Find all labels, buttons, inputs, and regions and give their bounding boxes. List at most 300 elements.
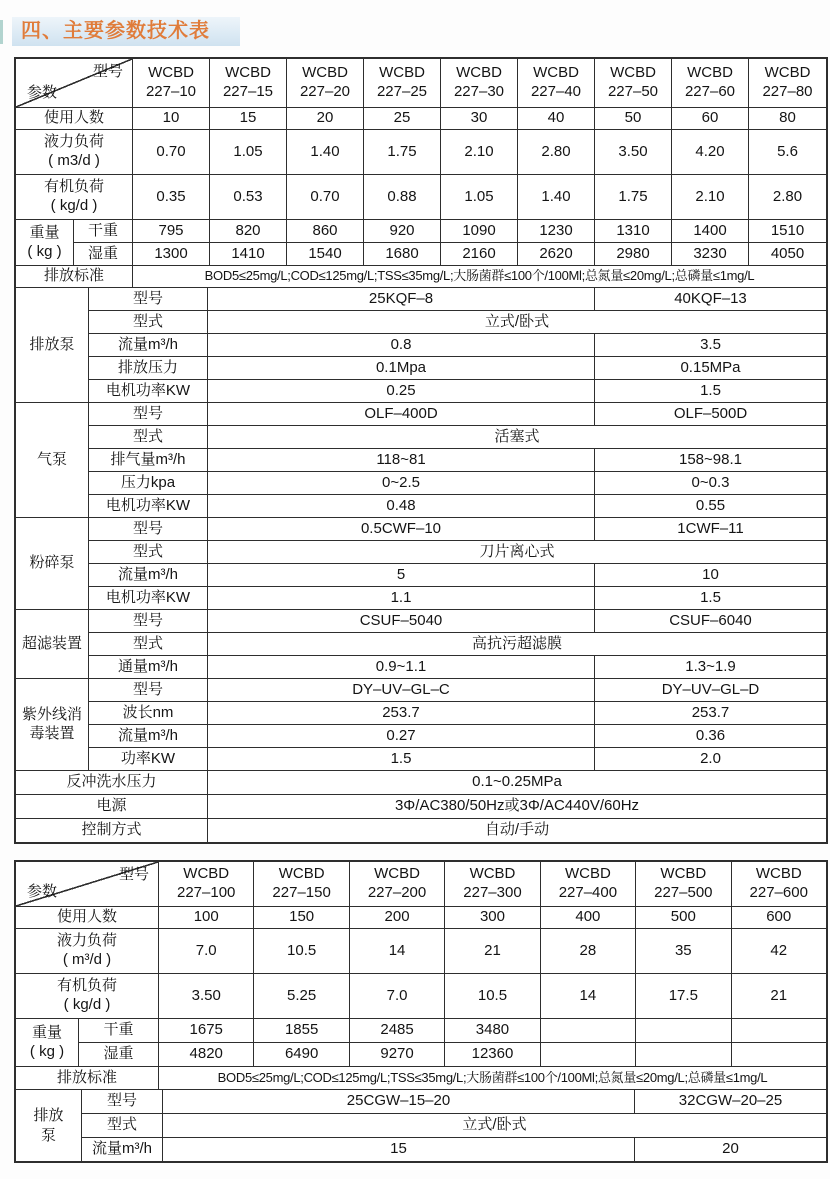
row-label-standard: 排放标准 bbox=[16, 1067, 159, 1089]
value-cell: 1.75 bbox=[364, 130, 441, 174]
value-cell: 1090 bbox=[441, 220, 518, 242]
standard-value: BOD5≤25mg/L;COD≤125mg/L;TSS≤35mg/L;大肠菌群≤100个/100Ml;总氮量≤20mg/L;总磷量≤1mg/L bbox=[204, 268, 755, 284]
section-uv-disinfection bbox=[16, 678, 826, 770]
value-span: 自动/手动 bbox=[484, 821, 550, 839]
section-label bbox=[16, 679, 89, 770]
model-number: 227–600 bbox=[749, 884, 808, 901]
model-series: WCBD bbox=[302, 64, 348, 82]
section-label bbox=[16, 288, 89, 402]
value-cell: 0.35 bbox=[133, 175, 210, 219]
model-number: 227–15 bbox=[222, 83, 274, 100]
value-cell: 0.53 bbox=[210, 175, 287, 219]
section-row bbox=[89, 471, 826, 494]
value-cell: 2.10 bbox=[672, 175, 749, 219]
sub-label: 电机功率KW bbox=[89, 380, 208, 402]
spec-table-1 bbox=[14, 57, 828, 844]
row-users bbox=[16, 107, 826, 129]
sub-label: 型号 bbox=[89, 403, 208, 425]
label-unit: ( m³/d ) bbox=[62, 951, 112, 968]
section-row bbox=[89, 288, 826, 310]
sub-label: 电机功率KW bbox=[89, 587, 208, 609]
value-cell: 1.40 bbox=[518, 175, 595, 219]
value-cell: 2980 bbox=[595, 243, 672, 265]
section-row bbox=[82, 1113, 826, 1137]
value-cell: 7.0 bbox=[350, 974, 445, 1018]
value-b: DY–UV–GL–D bbox=[661, 680, 760, 698]
section-row bbox=[89, 356, 826, 379]
model-number: 227–10 bbox=[145, 83, 197, 100]
section-row bbox=[89, 310, 826, 333]
row-label-backwash: 反冲洗水压力 bbox=[16, 771, 208, 794]
value-b: 3.5 bbox=[700, 335, 721, 353]
value-cell: 500 bbox=[636, 907, 731, 928]
row-dry-weight bbox=[74, 220, 826, 242]
row-organic-load bbox=[16, 174, 826, 219]
model-number: 227–500 bbox=[654, 884, 713, 901]
model-series: WCBD bbox=[660, 865, 707, 883]
sub-label: 型式 bbox=[82, 1114, 163, 1137]
model-series: WCBD bbox=[148, 64, 194, 82]
row-label-users: 使用人数 bbox=[16, 907, 159, 928]
value-cell: 3.50 bbox=[595, 130, 672, 174]
model-header bbox=[254, 862, 349, 906]
value-cell: 795 bbox=[133, 220, 210, 242]
value-cell: 400 bbox=[541, 907, 636, 928]
section-label bbox=[16, 610, 89, 678]
label-unit: ( kg ) bbox=[27, 242, 62, 260]
row-power-supply bbox=[16, 794, 826, 818]
value-cell: 1510 bbox=[770, 221, 805, 239]
row-hydraulic-load bbox=[16, 928, 826, 973]
value-a: 0.25 bbox=[208, 380, 595, 402]
section-row bbox=[89, 655, 826, 678]
value-cell: 3480 bbox=[445, 1019, 540, 1042]
label-line: 液力负荷 bbox=[43, 133, 104, 151]
value-span: 立式/卧式 bbox=[484, 312, 550, 330]
section-row bbox=[89, 747, 826, 770]
label-line: 液力负荷 bbox=[56, 932, 117, 950]
model-number: 227–200 bbox=[367, 884, 427, 901]
value-cell bbox=[636, 1019, 731, 1042]
value-a: CSUF–5040 bbox=[208, 610, 595, 632]
row-label-standard: 排放标准 bbox=[16, 266, 133, 287]
row-dry-weight bbox=[79, 1019, 826, 1042]
section-discharge-pump bbox=[16, 1089, 826, 1161]
value-cell: 25 bbox=[364, 108, 441, 129]
value-cell: 20 bbox=[287, 108, 364, 129]
model-series: WCBD bbox=[764, 64, 811, 82]
corner-model-label: 型号 bbox=[92, 63, 123, 80]
sub-label: 流量m³/h bbox=[82, 1138, 163, 1161]
value-cell: 21 bbox=[770, 986, 788, 1004]
value-cell: 14 bbox=[350, 929, 445, 973]
model-series: WCBD bbox=[374, 865, 420, 883]
corner-cell bbox=[16, 59, 133, 107]
sub-label: 流量m³/h bbox=[89, 564, 208, 586]
model-series: WCBD bbox=[564, 865, 611, 883]
value-b: 0.55 bbox=[695, 496, 726, 514]
model-header bbox=[595, 59, 672, 107]
value-a: 25CGW–15–20 bbox=[163, 1090, 635, 1113]
value-cell: 1.75 bbox=[595, 175, 672, 219]
section-row bbox=[89, 425, 826, 448]
value-b: 0.36 bbox=[695, 726, 726, 744]
value-cell: 15 bbox=[210, 108, 287, 129]
standard-value: BOD5≤25mg/L;COD≤125mg/L;TSS≤35mg/L;大肠菌群≤100个/100Ml;总氮量≤20mg/L;总磷量≤1mg/L bbox=[217, 1069, 768, 1085]
value-span: 刀片离心式 bbox=[479, 542, 555, 560]
value-cell: 7.0 bbox=[159, 929, 254, 973]
row-label-wet: 湿重 bbox=[79, 1043, 159, 1066]
value-cell: 860 bbox=[287, 220, 364, 242]
value-a: 0.27 bbox=[208, 725, 595, 747]
sub-label: 型式 bbox=[89, 426, 208, 448]
section-row bbox=[89, 403, 826, 425]
model-header bbox=[445, 862, 540, 906]
value-cell: 0.70 bbox=[287, 175, 364, 219]
value-b: 1.5 bbox=[700, 381, 721, 399]
model-series: WCBD bbox=[610, 64, 656, 82]
row-label-hydraulic bbox=[16, 130, 133, 174]
value-cell bbox=[732, 1043, 826, 1066]
value-cell: 2.80 bbox=[772, 187, 803, 205]
spec-table-2 bbox=[14, 860, 828, 1163]
value-cell: 42 bbox=[770, 941, 788, 959]
model-header bbox=[672, 59, 749, 107]
value-cell: 2160 bbox=[441, 243, 518, 265]
label-unit: ( m3/d ) bbox=[48, 152, 100, 169]
label-unit: ( kg/d ) bbox=[63, 996, 111, 1013]
section-row bbox=[89, 586, 826, 609]
row-label-weight bbox=[16, 1019, 79, 1066]
section-label-text: 超滤装置 bbox=[21, 634, 82, 652]
model-header bbox=[287, 59, 364, 107]
model-header bbox=[636, 862, 731, 906]
value-b: 10 bbox=[702, 565, 719, 583]
model-header bbox=[210, 59, 287, 107]
row-weight bbox=[16, 219, 826, 265]
value-cell: 30 bbox=[441, 108, 518, 129]
model-header bbox=[133, 59, 210, 107]
label-line: 重量 bbox=[31, 1023, 62, 1041]
value-cell: 1.05 bbox=[210, 130, 287, 174]
model-series: WCBD bbox=[533, 64, 579, 82]
value-cell: 1300 bbox=[133, 243, 210, 265]
row-label-weight bbox=[16, 220, 74, 265]
sub-label: 型号 bbox=[89, 288, 208, 310]
model-number: 227–100 bbox=[177, 884, 236, 901]
model-number: 227–25 bbox=[376, 83, 428, 100]
sub-label: 型号 bbox=[89, 679, 208, 701]
model-header bbox=[518, 59, 595, 107]
value-cell: 0.88 bbox=[364, 175, 441, 219]
value-cell: 1680 bbox=[364, 243, 441, 265]
model-header bbox=[732, 862, 826, 906]
corner-param-label: 参数 bbox=[27, 84, 58, 102]
value-span: 高抗污超滤膜 bbox=[471, 634, 562, 652]
value-a: OLF–400D bbox=[208, 403, 595, 425]
value-cell: 10 bbox=[133, 108, 210, 129]
row-label-dry: 干重 bbox=[74, 220, 133, 242]
value-cell: 100 bbox=[159, 907, 254, 928]
value-a: 1.1 bbox=[208, 587, 595, 609]
value-cell: 6490 bbox=[254, 1043, 349, 1066]
table-header-row bbox=[16, 862, 826, 906]
row-users bbox=[16, 906, 826, 928]
value-cell: 2.80 bbox=[518, 130, 595, 174]
value-cell: 300 bbox=[445, 907, 540, 928]
value-span: 0.1~0.25MPa bbox=[472, 773, 562, 791]
value-cell: 0.70 bbox=[133, 130, 210, 174]
model-series: WCBD bbox=[456, 64, 502, 82]
value-b: 1CWF–11 bbox=[677, 519, 744, 537]
value-cell: 14 bbox=[541, 974, 636, 1018]
model-series: WCBD bbox=[379, 64, 425, 82]
value-a: 5 bbox=[208, 564, 595, 586]
model-header bbox=[441, 59, 518, 107]
model-number: 227–20 bbox=[299, 83, 351, 100]
row-discharge-standard bbox=[16, 265, 826, 287]
label-unit: ( kg ) bbox=[29, 1042, 65, 1060]
value-cell: 17.5 bbox=[636, 974, 731, 1018]
sub-label: 压力kpa bbox=[89, 472, 208, 494]
value-a: DY–UV–GL–C bbox=[208, 679, 595, 701]
sub-label: 型式 bbox=[89, 633, 208, 655]
value-cell: 2485 bbox=[350, 1019, 445, 1042]
section-row bbox=[82, 1090, 826, 1113]
value-span: 3Φ/AC380/50Hz或3Φ/AC440V/60Hz bbox=[394, 797, 640, 815]
sub-label: 功率KW bbox=[89, 748, 208, 770]
model-number: 227–30 bbox=[453, 83, 505, 100]
value-cell: 600 bbox=[766, 908, 792, 926]
row-discharge-standard bbox=[16, 1066, 826, 1089]
sub-label: 流量m³/h bbox=[89, 725, 208, 747]
row-control-mode bbox=[16, 818, 826, 842]
value-a: 0.8 bbox=[208, 334, 595, 356]
section-label bbox=[16, 1090, 82, 1161]
value-b: 40KQF–13 bbox=[674, 289, 747, 307]
value-cell: 28 bbox=[541, 929, 636, 973]
value-cell: 5.25 bbox=[254, 974, 349, 1018]
model-series: WCBD bbox=[687, 64, 733, 82]
value-cell: 4050 bbox=[770, 244, 805, 262]
sub-label: 型号 bbox=[89, 518, 208, 540]
value-cell: 5.6 bbox=[777, 142, 798, 160]
row-wet-weight bbox=[74, 242, 826, 265]
row-label-users: 使用人数 bbox=[16, 108, 133, 129]
value-cell: 10.5 bbox=[445, 974, 540, 1018]
row-label-power: 电源 bbox=[16, 795, 208, 818]
value-cell: 12360 bbox=[445, 1043, 540, 1066]
section-row bbox=[89, 333, 826, 356]
model-number: 227–50 bbox=[607, 83, 659, 100]
value-b: 32CGW–20–25 bbox=[678, 1092, 783, 1110]
model-number: 227–80 bbox=[762, 83, 813, 100]
section-row bbox=[89, 540, 826, 563]
sub-label: 排气量m³/h bbox=[89, 449, 208, 471]
value-cell bbox=[541, 1043, 636, 1066]
section-row bbox=[89, 518, 826, 540]
section-discharge-pump bbox=[16, 287, 826, 402]
row-wet-weight bbox=[79, 1042, 826, 1066]
section-label-text: 排放泵 bbox=[29, 335, 75, 353]
value-cell: 1.05 bbox=[441, 175, 518, 219]
value-cell: 21 bbox=[445, 929, 540, 973]
section-label-text: 紫外线消毒装置 bbox=[21, 705, 82, 742]
sub-label: 流量m³/h bbox=[89, 334, 208, 356]
section-row bbox=[89, 494, 826, 517]
corner-model-label: 型号 bbox=[118, 866, 149, 883]
value-cell: 3230 bbox=[672, 243, 749, 265]
value-cell: 60 bbox=[672, 108, 749, 129]
section-row bbox=[89, 610, 826, 632]
page-edge-mark bbox=[0, 20, 3, 44]
model-number: 227–40 bbox=[530, 83, 582, 100]
label-line: 有机负荷 bbox=[56, 977, 117, 995]
section-row bbox=[82, 1137, 826, 1161]
section-row bbox=[89, 563, 826, 586]
section-row bbox=[89, 679, 826, 701]
value-cell: 200 bbox=[350, 907, 445, 928]
section-label bbox=[16, 518, 89, 609]
value-b: 0.15MPa bbox=[680, 358, 741, 376]
model-series: WCBD bbox=[755, 865, 802, 883]
label-unit: ( kg/d ) bbox=[50, 197, 98, 214]
value-cell bbox=[732, 1019, 826, 1042]
value-cell: 2620 bbox=[518, 243, 595, 265]
row-label-wet: 湿重 bbox=[74, 243, 133, 265]
value-cell: 1410 bbox=[210, 243, 287, 265]
sub-label: 型号 bbox=[89, 610, 208, 632]
model-header bbox=[159, 862, 254, 906]
section-label-text: 粉碎泵 bbox=[29, 554, 75, 572]
value-cell: 3.50 bbox=[159, 974, 254, 1018]
row-backwash-pressure bbox=[16, 770, 826, 794]
table-header-row bbox=[16, 59, 826, 107]
value-b: CSUF–6040 bbox=[669, 611, 752, 629]
label-line: 有机负荷 bbox=[43, 178, 104, 196]
model-number: 227–300 bbox=[463, 884, 522, 901]
value-a: 0.48 bbox=[208, 495, 595, 517]
section-label-text: 气泵 bbox=[36, 450, 67, 468]
row-organic-load bbox=[16, 973, 826, 1018]
value-cell bbox=[541, 1019, 636, 1042]
row-label-organic bbox=[16, 974, 159, 1018]
value-a: 1.5 bbox=[208, 748, 595, 770]
section-air-pump bbox=[16, 402, 826, 517]
model-number: 227–400 bbox=[558, 884, 618, 901]
row-label-dry: 干重 bbox=[79, 1019, 159, 1042]
row-hydraulic-load bbox=[16, 129, 826, 174]
value-cell: 80 bbox=[779, 109, 796, 127]
section-row bbox=[89, 701, 826, 724]
value-a: 253.7 bbox=[208, 702, 595, 724]
value-span: 活塞式 bbox=[494, 427, 540, 445]
sub-label: 通量m³/h bbox=[89, 656, 208, 678]
row-label-hydraulic bbox=[16, 929, 159, 973]
value-b: 0~0.3 bbox=[691, 473, 730, 491]
value-b: 1.5 bbox=[700, 588, 721, 606]
section-row bbox=[89, 448, 826, 471]
model-series: WCBD bbox=[278, 865, 325, 883]
value-a: 0~2.5 bbox=[208, 472, 595, 494]
value-cell bbox=[636, 1043, 731, 1066]
value-cell: 40 bbox=[518, 108, 595, 129]
value-cell: 1675 bbox=[159, 1019, 254, 1042]
sub-label: 型式 bbox=[89, 541, 208, 563]
value-cell: 920 bbox=[364, 220, 441, 242]
value-cell: 1230 bbox=[518, 220, 595, 242]
page-title: 四、主要参数技术表 bbox=[12, 17, 240, 46]
value-b: 1.3~1.9 bbox=[685, 657, 736, 675]
value-cell: 4820 bbox=[159, 1043, 254, 1066]
value-a: 118~81 bbox=[208, 449, 595, 471]
value-cell: 1540 bbox=[287, 243, 364, 265]
model-header bbox=[364, 59, 441, 107]
value-b: 158~98.1 bbox=[679, 450, 742, 468]
section-label bbox=[16, 403, 89, 517]
value-cell: 1310 bbox=[595, 220, 672, 242]
row-label-control: 控制方式 bbox=[16, 819, 208, 842]
sub-label: 波长nm bbox=[89, 702, 208, 724]
corner-param-label: 参数 bbox=[27, 883, 58, 901]
value-cell: 9270 bbox=[350, 1043, 445, 1066]
value-a: 25KQF–8 bbox=[208, 288, 595, 310]
value-span: 立式/卧式 bbox=[462, 1116, 527, 1134]
value-cell: 4.20 bbox=[672, 130, 749, 174]
corner-cell bbox=[16, 862, 159, 906]
value-b: 20 bbox=[722, 1140, 739, 1158]
section-row bbox=[89, 379, 826, 402]
value-a: 0.1Mpa bbox=[208, 357, 595, 379]
model-header bbox=[541, 862, 636, 906]
sub-label: 型式 bbox=[89, 311, 208, 333]
value-cell: 150 bbox=[254, 907, 349, 928]
sub-label: 型号 bbox=[82, 1090, 163, 1113]
value-b: OLF–500D bbox=[673, 404, 748, 422]
model-number: 227–60 bbox=[684, 83, 736, 100]
section-row bbox=[89, 632, 826, 655]
value-cell: 2.10 bbox=[441, 130, 518, 174]
row-label-organic bbox=[16, 175, 133, 219]
value-cell: 1400 bbox=[672, 220, 749, 242]
value-cell: 1.40 bbox=[287, 130, 364, 174]
value-a: 0.5CWF–10 bbox=[208, 518, 595, 540]
model-number: 227–150 bbox=[272, 884, 331, 901]
value-a: 15 bbox=[163, 1138, 635, 1161]
model-series: WCBD bbox=[225, 64, 271, 82]
model-header bbox=[749, 59, 826, 107]
value-cell: 10.5 bbox=[254, 929, 349, 973]
value-cell: 820 bbox=[210, 220, 287, 242]
value-a: 0.9~1.1 bbox=[208, 656, 595, 678]
value-cell: 35 bbox=[636, 929, 731, 973]
label-line: 重量 bbox=[29, 223, 60, 241]
value-b: 2.0 bbox=[700, 749, 721, 767]
model-series: WCBD bbox=[183, 865, 230, 883]
sub-label: 排放压力 bbox=[89, 357, 208, 379]
section-label-text: 排放泵 bbox=[33, 1107, 64, 1144]
value-cell: 1855 bbox=[254, 1019, 349, 1042]
section-ultrafiltration bbox=[16, 609, 826, 678]
section-grinder-pump bbox=[16, 517, 826, 609]
model-series: WCBD bbox=[469, 865, 516, 883]
sub-label: 电机功率KW bbox=[89, 495, 208, 517]
model-header bbox=[350, 862, 445, 906]
value-b: 253.7 bbox=[691, 703, 730, 721]
row-weight bbox=[16, 1018, 826, 1066]
value-cell: 50 bbox=[595, 108, 672, 129]
section-row bbox=[89, 724, 826, 747]
